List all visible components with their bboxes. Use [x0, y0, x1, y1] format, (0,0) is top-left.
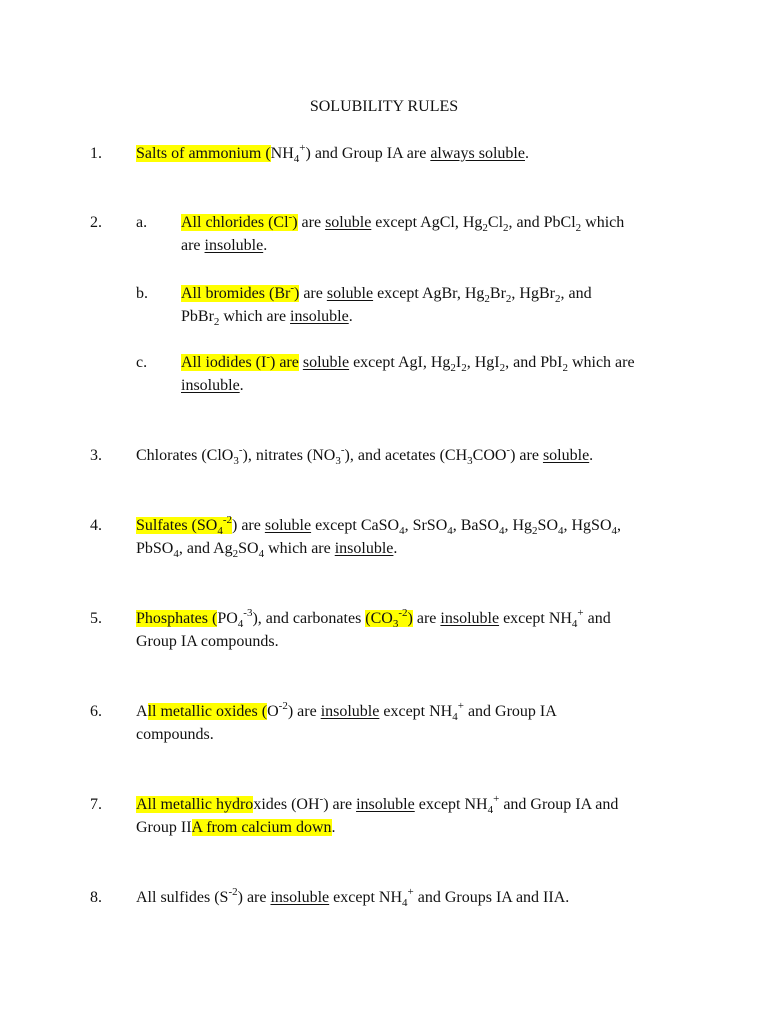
highlight: Salts of ammonium (: [136, 145, 271, 162]
rule-2a-line-1: All chlorides (Cl-) are soluble except AgCl, $Hg_2Cl_2$, and PbCl$_2$ which: [181, 211, 625, 234]
rule-6-line-1: All metallic oxides $(O^{-2})$ are insoluble except $NH_4^+$ and Group IA: [136, 700, 557, 723]
rule-2b-line-1: All bromides (Br-) are soluble except AgBr, $Hg_2Br_2$, HgBr$_2$, and: [181, 282, 592, 305]
rule-7-line-2: Group IIA from calcium down.: [136, 819, 336, 836]
highlight: Sulfates ($SO_4^{-2}$: [136, 514, 232, 537]
highlight: All bromides (Br-): [181, 282, 300, 302]
highlight: All metallic hydro: [136, 796, 254, 813]
rule-2a-line-2: are insoluble.: [181, 237, 268, 254]
rule-8-text: All sulfides $(S^{-2})$ are insoluble except $NH_4^+$ and Groups IA and IIA.: [136, 886, 570, 909]
rule-4-line-2: PbSO$_4$, and $Ag_2SO_4$ which are insoluble.: [136, 540, 398, 560]
rule-7-line-1: All metallic hydroxides (OH-) are insoluble except $NH_4^+$ and Group IA and: [136, 793, 619, 816]
page-title: SOLUBILITY RULES: [309, 98, 459, 115]
rule-7-number: 7.: [90, 796, 102, 813]
rule-4-number: 4.: [90, 517, 102, 534]
rule-2c-line-2: insoluble.: [181, 377, 244, 394]
rule-6-line-2: compounds.: [136, 726, 214, 743]
highlight: All iodides (I-) are: [181, 351, 299, 371]
rule-2a-letter: a.: [136, 214, 148, 231]
rule-3-number: 3.: [90, 447, 102, 464]
rule-5-number: 5.: [90, 610, 102, 627]
rule-2-number: 2.: [90, 214, 102, 231]
rule-5-line-2: Group IA compounds.: [136, 633, 279, 650]
rule-3-text: Chlorates (ClO$_3$-), nitrates $(NO_3^-)$, and acetates $(CH_3COO^-)$ are soluble.: [136, 444, 594, 467]
rule-1-number: 1.: [90, 145, 102, 162]
rule-5-line-1: Phosphates $(PO_4^{-3})$, and carbonates $(CO_3^{-2})$ are insoluble except $NH_4^+$ and: [136, 607, 611, 630]
highlight: All chlorides (Cl-): [181, 211, 298, 231]
highlight: ll metallic oxides (: [147, 703, 268, 720]
rule-2c-line-1: All iodides (I-) are soluble except AgI, $Hg_2I_2$, HgI$_2$, and PbI$_2$ which are: [181, 351, 635, 374]
rule-2b-letter: b.: [136, 285, 148, 302]
highlight: Phosphates (: [136, 610, 218, 627]
highlight: $(CO_3^{-2})$: [365, 607, 413, 630]
rule-2b-line-2: PbBr$_2$ which are insoluble.: [181, 308, 353, 328]
rule-4-line-1: Sulfates $(SO_4^{-2})$ are soluble except CaSO$_4$, SrSO$_4$, BaSO$_4$, $Hg_2SO_4$, HgSO$_4$,: [136, 514, 622, 537]
rule-2c-letter: c.: [136, 354, 148, 371]
rule-6-number: 6.: [90, 703, 102, 720]
highlight: A from calcium down: [191, 819, 332, 836]
rule-1-text: Salts of ammonium $(NH_4^+)$ and Group IA are always soluble.: [136, 142, 529, 165]
rule-8-number: 8.: [90, 889, 102, 906]
